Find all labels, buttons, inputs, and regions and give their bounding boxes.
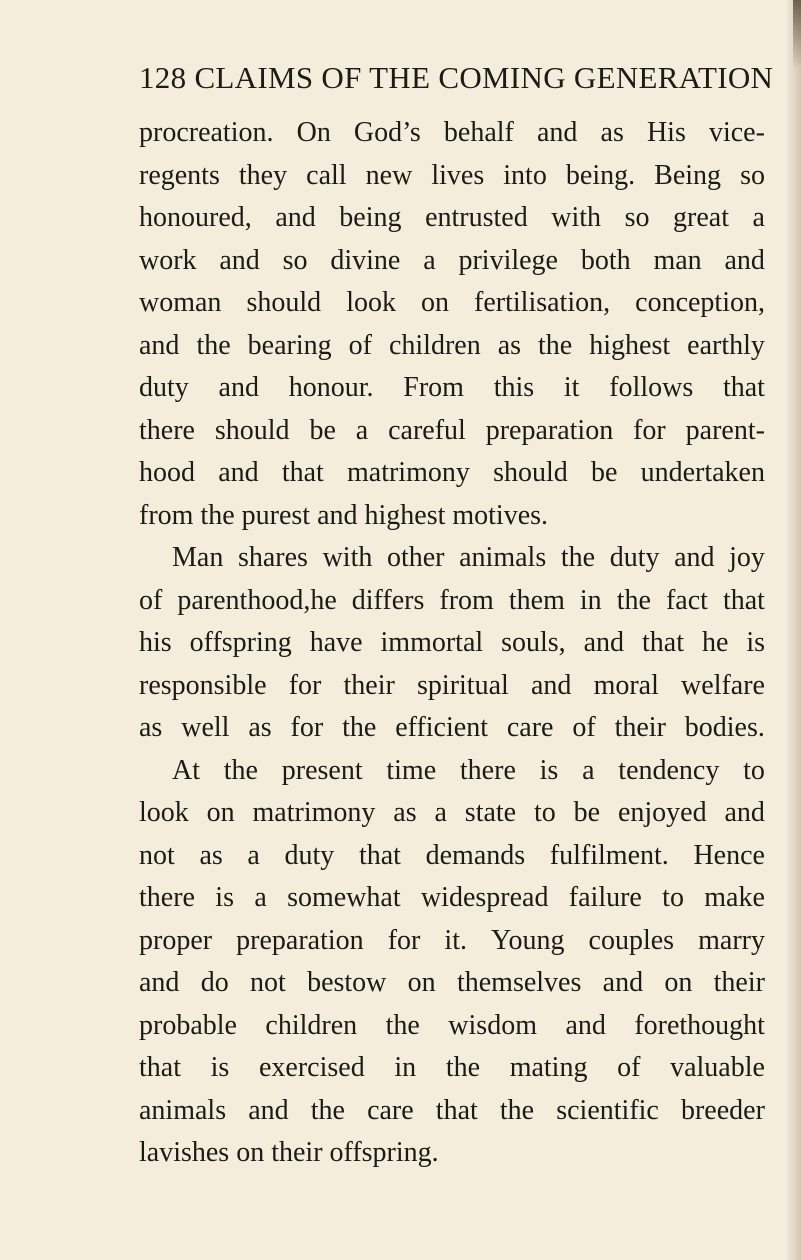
word: matrimony (347, 457, 470, 488)
text-line (139, 1047, 765, 1090)
word: bodies. (684, 712, 765, 743)
word: vice- (708, 117, 765, 148)
word: the (499, 1094, 535, 1126)
word: immortal (380, 627, 484, 658)
text-line (139, 452, 765, 495)
word: for (633, 414, 666, 446)
text-line (139, 537, 765, 580)
word: bearing (247, 329, 332, 361)
word: and (583, 627, 625, 658)
text-line (139, 962, 765, 1005)
word: to (533, 797, 556, 828)
running-head: 128 CLAIMS OF THE COMING GENERATION (139, 60, 774, 95)
word: marry (698, 924, 765, 956)
word: as (248, 712, 272, 743)
word: new (365, 159, 413, 191)
word: the (538, 329, 573, 361)
word: of (572, 712, 596, 743)
text-line (139, 580, 765, 623)
word: not (139, 839, 175, 871)
word: parenthood,he (177, 584, 337, 616)
word: bestow (307, 967, 387, 998)
word: parent- (685, 414, 765, 446)
word: the (310, 1094, 345, 1126)
word: scientific (556, 1094, 659, 1126)
text-line (139, 240, 765, 283)
word: From (403, 372, 464, 403)
word: honoured, (139, 202, 252, 233)
word: and (674, 542, 715, 573)
word: call (306, 159, 347, 191)
word: that (435, 1094, 478, 1126)
word: make (704, 882, 765, 913)
word: careful (388, 414, 466, 446)
word: a (582, 754, 595, 786)
word: a (355, 414, 369, 446)
word: man (653, 244, 702, 276)
word: so (282, 244, 308, 276)
word: and (565, 1009, 606, 1041)
word: as (600, 117, 624, 148)
word: and (139, 329, 180, 361)
word: highest (589, 329, 671, 361)
word: lives (431, 159, 485, 191)
word: on (407, 967, 436, 998)
word: as (393, 797, 417, 828)
word: is (746, 627, 765, 658)
word: fulfilment. (549, 839, 669, 871)
page-edge-shadow (785, 0, 801, 1260)
word: have (309, 627, 363, 658)
word: divine (330, 244, 401, 276)
word: is (215, 882, 234, 913)
text-line (139, 835, 765, 878)
word: that (281, 457, 324, 488)
word: care (367, 1094, 414, 1126)
word: as (497, 329, 522, 361)
text-line (139, 1005, 765, 1048)
word: to (743, 754, 765, 786)
word: and (218, 457, 259, 488)
text-line (139, 367, 765, 410)
word: breeder (680, 1094, 765, 1126)
word: on (206, 797, 235, 828)
text-line (139, 792, 765, 835)
word: God’s (353, 117, 421, 148)
word: joy (729, 542, 765, 573)
word: care (506, 712, 554, 743)
word: that (358, 839, 401, 871)
body-text (139, 112, 765, 1175)
word: Hence (693, 839, 765, 871)
word: is (210, 1052, 230, 1083)
word: on (664, 967, 693, 998)
word: he (701, 627, 729, 658)
word: responsible (139, 669, 267, 701)
word: follows (609, 372, 694, 403)
word: souls, (501, 627, 566, 658)
word: moral (593, 669, 659, 701)
word: fertilisation, (474, 287, 611, 318)
word: and (536, 117, 578, 148)
word: behalf (443, 117, 514, 148)
text-line: from the purest and highest motives. (139, 499, 549, 531)
word: great (673, 202, 729, 233)
text-line: lavishes on their offspring. (139, 1137, 439, 1168)
word: the (616, 584, 651, 616)
word: should (246, 287, 322, 318)
text-line (139, 410, 765, 453)
word: look (346, 287, 396, 318)
word: state (464, 797, 517, 828)
word: children (388, 329, 481, 361)
word: and (724, 244, 765, 276)
word: for (387, 924, 421, 956)
word: animals (459, 542, 547, 573)
word: and (724, 797, 765, 828)
word: Man (172, 542, 224, 573)
word: being (339, 202, 402, 233)
page-edge-mark (793, 0, 801, 70)
word: widespread (420, 882, 549, 913)
word: and (248, 1094, 289, 1126)
word: and (275, 202, 316, 233)
word: work (139, 244, 197, 276)
word: the (445, 1052, 481, 1083)
text-line (139, 622, 765, 665)
word: valuable (670, 1052, 765, 1083)
word: look (139, 797, 189, 828)
word: mating (509, 1052, 588, 1083)
word: so (624, 202, 650, 233)
word: it (563, 372, 580, 403)
word: into (503, 159, 547, 191)
word: On (296, 117, 331, 148)
word: from (439, 584, 494, 616)
word: being. (565, 159, 636, 191)
word: there (139, 414, 195, 446)
word: welfare (681, 669, 765, 701)
text-line (139, 665, 765, 708)
word: that (722, 372, 765, 403)
word: that (722, 584, 765, 616)
word: of (617, 1052, 641, 1083)
word: duty (609, 542, 660, 573)
word: and (602, 967, 644, 998)
text-line (139, 750, 765, 793)
word: shares (237, 542, 308, 573)
word: a (254, 882, 267, 913)
text-line (139, 707, 765, 750)
word: and (530, 669, 572, 701)
word: the (385, 1009, 420, 1041)
text-line (139, 282, 765, 325)
text-line (139, 197, 765, 240)
word: offspring (189, 627, 292, 658)
word: the (223, 754, 258, 786)
text-line (139, 877, 765, 920)
word: with (551, 202, 602, 233)
word: that (642, 627, 684, 658)
word: matrimony (252, 797, 376, 828)
word: duty (139, 372, 189, 403)
word: woman (139, 287, 222, 318)
text-line (139, 1090, 765, 1133)
word: demands (425, 839, 526, 871)
word: and (218, 372, 259, 403)
word: the (560, 542, 596, 573)
word: hood (139, 457, 195, 488)
text-line (139, 155, 765, 198)
word: his (139, 627, 172, 658)
word: both (580, 244, 631, 276)
word: earthly (687, 329, 765, 361)
word: be (309, 414, 336, 446)
word: differs (351, 584, 425, 616)
word: exercised (259, 1052, 365, 1083)
word: failure (568, 882, 642, 913)
text-line (139, 920, 765, 963)
word: somewhat (287, 882, 401, 913)
word: At (172, 754, 200, 786)
word: proper (139, 924, 213, 956)
word: for (290, 712, 324, 743)
word: and (139, 967, 180, 998)
word: the (342, 712, 377, 743)
word: privilege (458, 244, 558, 276)
word: a (247, 839, 260, 871)
word: the (196, 329, 231, 361)
word: children (265, 1009, 358, 1041)
word: it. (444, 924, 467, 956)
word: and (219, 244, 260, 276)
word: efficient (395, 712, 488, 743)
word: procreation. (139, 117, 274, 148)
word: their (343, 669, 395, 701)
word: fact (665, 584, 708, 616)
text-line (139, 325, 765, 368)
word: well (181, 712, 230, 743)
word: conception, (635, 287, 765, 318)
word: be (590, 457, 618, 488)
word: there (139, 882, 195, 913)
word: in (394, 1052, 417, 1083)
word: do (200, 967, 229, 998)
word: undertaken (640, 457, 765, 488)
word: that (139, 1052, 181, 1083)
word: a (423, 244, 436, 276)
word: enjoyed (617, 797, 707, 828)
word: on (421, 287, 449, 318)
word: of (348, 329, 372, 361)
word: should (493, 457, 568, 488)
word: is (539, 754, 559, 786)
word: His (646, 117, 686, 148)
word: time (386, 754, 437, 786)
word: regents (139, 159, 220, 191)
word: preparation (485, 414, 614, 446)
text-line (139, 112, 765, 155)
word: as (199, 839, 223, 871)
word: their (614, 712, 666, 743)
word: tendency (618, 754, 720, 786)
word: not (250, 967, 286, 998)
word: animals (139, 1094, 227, 1126)
word: honour. (288, 372, 374, 403)
word: entrusted (425, 202, 528, 233)
word: there (459, 754, 516, 786)
word: with (322, 542, 373, 573)
word: spiritual (417, 669, 509, 701)
word: probable (139, 1009, 237, 1041)
word: to (662, 882, 684, 913)
word: they (238, 159, 288, 191)
word: preparation (236, 924, 364, 956)
word: present (281, 754, 363, 786)
word: in (579, 584, 602, 616)
word: be (573, 797, 601, 828)
word: couples (588, 924, 675, 956)
word: so (740, 159, 765, 191)
word: them (508, 584, 565, 616)
word: Being (654, 159, 722, 191)
word: themselves (456, 967, 582, 998)
word: of (139, 584, 163, 616)
word: this (493, 372, 535, 403)
word: wisdom (448, 1009, 537, 1041)
word: Young (491, 924, 565, 956)
word: other (386, 542, 445, 573)
word: should (214, 414, 290, 446)
word: forethought (634, 1009, 765, 1041)
word: duty (284, 839, 335, 871)
word: their (713, 967, 765, 998)
word: for (288, 669, 322, 701)
word: as (139, 712, 163, 743)
word: a (752, 202, 765, 233)
word: a (434, 797, 447, 828)
